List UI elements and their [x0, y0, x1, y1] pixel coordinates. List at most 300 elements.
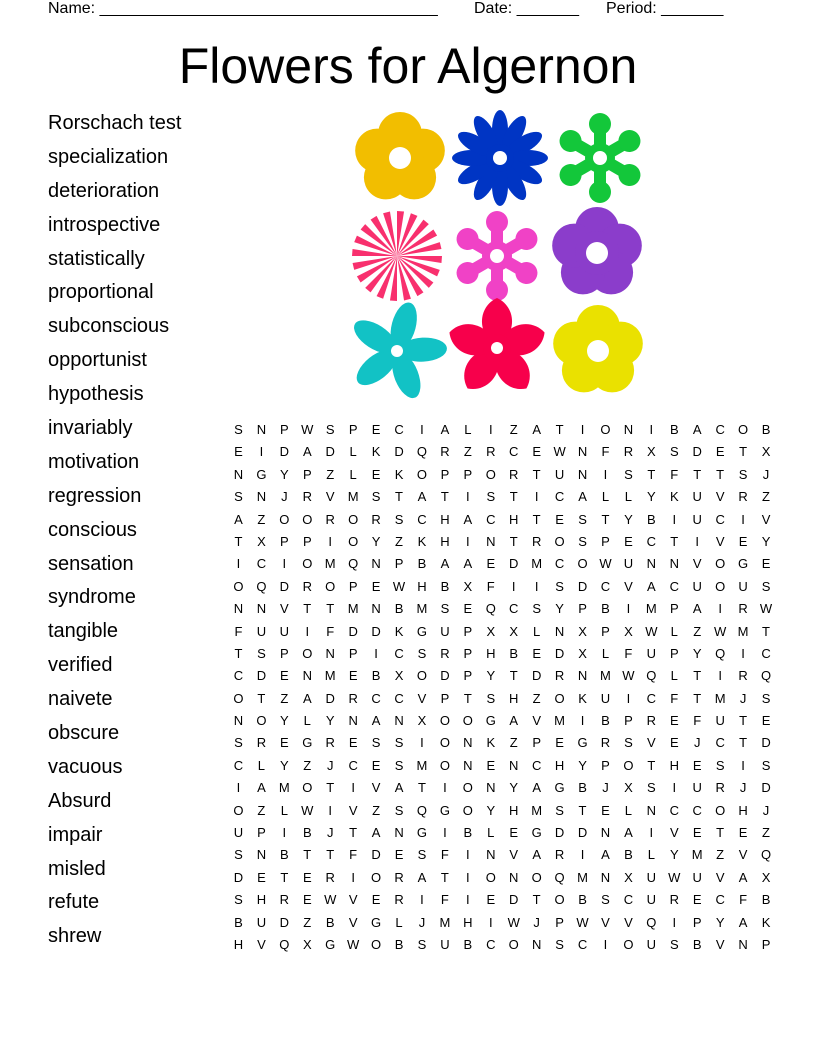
grid-letter[interactable]: M — [278, 780, 290, 796]
grid-letter[interactable]: M — [324, 668, 336, 684]
grid-letter[interactable]: Q — [646, 668, 657, 684]
grid-letter[interactable]: S — [532, 601, 541, 617]
grid-letter[interactable]: E — [761, 556, 771, 572]
grid-letter[interactable]: F — [440, 847, 449, 863]
grid-letter[interactable]: O — [623, 757, 634, 773]
grid-letter[interactable]: E — [302, 892, 312, 908]
grid-letter[interactable]: V — [647, 735, 656, 751]
grid-letter[interactable]: Q — [554, 869, 565, 885]
grid-letter[interactable]: Z — [257, 511, 266, 527]
grid-letter[interactable]: V — [280, 601, 289, 617]
grid-letter[interactable]: X — [257, 533, 266, 549]
grid-letter[interactable]: C — [394, 422, 404, 437]
grid-letter[interactable]: I — [603, 936, 608, 952]
grid-letter[interactable]: T — [303, 847, 312, 863]
grid-letter[interactable]: N — [600, 825, 611, 841]
grid-letter[interactable]: T — [440, 489, 449, 505]
grid-letter[interactable]: N — [325, 645, 335, 661]
grid-letter[interactable]: A — [647, 578, 656, 594]
grid-letter[interactable]: Y — [761, 533, 771, 549]
grid-letter[interactable]: X — [578, 645, 587, 661]
grid-letter[interactable]: C — [348, 757, 358, 773]
grid-letter[interactable]: B — [234, 914, 243, 930]
grid-letter[interactable]: I — [741, 757, 745, 773]
grid-letter[interactable]: N — [371, 556, 381, 572]
grid-letter[interactable]: A — [302, 690, 312, 706]
grid-letter[interactable]: V — [348, 914, 358, 930]
grid-letter[interactable]: M — [416, 601, 428, 617]
grid-letter[interactable]: G — [256, 466, 267, 482]
grid-letter[interactable]: P — [440, 690, 450, 706]
grid-letter[interactable]: L — [624, 802, 633, 818]
grid-letter[interactable]: L — [395, 914, 403, 930]
grid-letter[interactable]: F — [601, 444, 610, 460]
grid-letter[interactable]: T — [532, 892, 541, 908]
grid-letter[interactable]: J — [762, 466, 770, 482]
grid-letter[interactable]: Z — [463, 444, 472, 460]
grid-letter[interactable]: W — [301, 422, 314, 437]
grid-letter[interactable]: M — [691, 847, 703, 863]
grid-letter[interactable]: T — [647, 466, 656, 482]
grid-letter[interactable]: B — [578, 892, 587, 908]
grid-letter[interactable]: E — [692, 825, 702, 841]
grid-letter[interactable]: R — [325, 511, 335, 527]
grid-letter[interactable]: R — [394, 892, 404, 908]
grid-letter[interactable]: P — [601, 757, 610, 773]
grid-letter[interactable]: O — [715, 802, 726, 818]
grid-letter[interactable]: B — [647, 511, 656, 527]
grid-letter[interactable]: Z — [716, 847, 725, 863]
grid-letter[interactable]: E — [715, 444, 725, 460]
grid-letter[interactable]: B — [578, 780, 587, 796]
grid-letter[interactable]: T — [578, 802, 587, 818]
grid-letter[interactable]: S — [555, 578, 564, 594]
grid-letter[interactable]: Q — [416, 444, 428, 460]
grid-letter[interactable]: P — [669, 601, 679, 617]
grid-letter[interactable]: P — [578, 601, 587, 617]
grid-letter[interactable]: V — [669, 825, 679, 841]
grid-letter[interactable]: P — [624, 713, 633, 729]
grid-letter[interactable]: T — [234, 645, 243, 661]
grid-letter[interactable]: W — [622, 668, 635, 684]
grid-letter[interactable]: A — [257, 780, 266, 796]
grid-letter[interactable]: C — [531, 757, 542, 773]
grid-letter[interactable]: V — [738, 847, 748, 863]
grid-letter[interactable]: C — [371, 690, 381, 706]
grid-letter[interactable]: Y — [371, 533, 381, 549]
grid-letter[interactable]: N — [394, 713, 404, 729]
grid-letter[interactable]: E — [371, 466, 381, 482]
grid-letter[interactable]: P — [257, 825, 266, 841]
grid-letter[interactable]: M — [645, 601, 657, 617]
grid-letter[interactable]: E — [738, 533, 748, 549]
grid-letter[interactable]: Y — [647, 489, 656, 505]
grid-letter[interactable]: N — [371, 601, 381, 617]
grid-letter[interactable]: P — [348, 645, 358, 661]
grid-letter[interactable]: D — [256, 668, 267, 684]
grid-letter[interactable]: B — [601, 601, 610, 617]
grid-letter[interactable]: S — [578, 533, 587, 549]
grid-letter[interactable]: A — [578, 489, 587, 505]
grid-letter[interactable]: E — [509, 825, 519, 841]
grid-letter[interactable]: A — [371, 713, 381, 729]
grid-letter[interactable]: T — [647, 757, 656, 773]
grid-letter[interactable]: N — [577, 444, 588, 460]
grid-letter[interactable]: C — [394, 690, 404, 706]
grid-letter[interactable]: I — [695, 533, 700, 549]
grid-letter[interactable]: R — [325, 735, 335, 751]
grid-letter[interactable]: O — [485, 466, 496, 482]
grid-letter[interactable]: P — [348, 422, 358, 437]
grid-letter[interactable]: C — [692, 802, 702, 818]
grid-letter[interactable]: N — [486, 533, 496, 549]
grid-letter[interactable]: R — [440, 444, 450, 460]
grid-letter[interactable]: D — [577, 578, 588, 594]
grid-letter[interactable]: G — [554, 780, 565, 796]
grid-letter[interactable]: L — [647, 847, 655, 863]
grid-letter[interactable]: X — [302, 936, 312, 952]
grid-letter[interactable]: U — [738, 578, 748, 594]
grid-letter[interactable]: U — [233, 825, 244, 841]
grid-letter[interactable]: O — [233, 802, 244, 818]
grid-letter[interactable]: O — [302, 511, 313, 527]
grid-letter[interactable]: E — [692, 757, 702, 773]
grid-letter[interactable]: D — [279, 444, 290, 460]
grid-letter[interactable]: M — [347, 601, 359, 617]
grid-letter[interactable]: Z — [303, 757, 312, 773]
grid-letter[interactable]: T — [509, 533, 518, 549]
grid-letter[interactable]: L — [349, 466, 357, 482]
grid-letter[interactable]: R — [738, 601, 748, 617]
grid-letter[interactable]: Z — [532, 690, 541, 706]
grid-letter[interactable]: U — [692, 489, 702, 505]
grid-letter[interactable]: N — [302, 668, 312, 684]
grid-letter[interactable]: C — [715, 422, 725, 437]
grid-letter[interactable]: D — [279, 914, 290, 930]
grid-letter[interactable]: T — [326, 601, 335, 617]
grid-letter[interactable]: B — [463, 825, 473, 841]
grid-letter[interactable]: S — [234, 422, 243, 437]
grid-letter[interactable]: T — [693, 690, 702, 706]
grid-letter[interactable]: I — [236, 780, 241, 796]
grid-letter[interactable]: X — [761, 869, 771, 885]
grid-letter[interactable]: W — [714, 623, 727, 639]
grid-letter[interactable]: A — [417, 489, 427, 505]
grid-letter[interactable]: O — [531, 869, 542, 885]
grid-letter[interactable]: I — [511, 578, 516, 594]
grid-letter[interactable]: S — [669, 936, 679, 952]
grid-letter[interactable]: E — [761, 713, 771, 729]
grid-letter[interactable]: I — [466, 533, 470, 549]
grid-letter[interactable]: R — [646, 713, 657, 729]
grid-letter[interactable]: G — [416, 623, 428, 639]
grid-letter[interactable]: O — [738, 422, 749, 437]
grid-letter[interactable]: T — [693, 466, 702, 482]
grid-letter[interactable]: B — [761, 422, 771, 437]
grid-letter[interactable]: J — [326, 825, 334, 841]
grid-letter[interactable]: I — [626, 601, 631, 617]
grid-letter[interactable]: I — [603, 466, 608, 482]
grid-letter[interactable]: E — [486, 556, 496, 572]
grid-letter[interactable]: I — [580, 847, 585, 863]
grid-letter[interactable]: E — [601, 802, 610, 818]
grid-letter[interactable]: A — [738, 869, 748, 885]
grid-letter[interactable]: Q — [279, 936, 290, 952]
grid-letter[interactable]: A — [532, 422, 541, 437]
grid-letter[interactable]: K — [394, 466, 404, 482]
grid-letter[interactable]: I — [580, 422, 585, 437]
grid-letter[interactable]: F — [326, 623, 335, 639]
grid-letter[interactable]: C — [577, 936, 588, 952]
grid-letter[interactable]: J — [693, 735, 701, 751]
grid-letter[interactable]: I — [534, 578, 539, 594]
grid-letter[interactable]: X — [761, 444, 771, 460]
grid-letter[interactable]: D — [554, 825, 565, 841]
grid-letter[interactable]: W — [507, 914, 520, 930]
grid-letter[interactable]: I — [282, 825, 287, 841]
grid-letter[interactable]: I — [443, 825, 447, 841]
grid-letter[interactable]: V — [601, 914, 610, 930]
grid-letter[interactable]: Z — [509, 422, 518, 437]
grid-letter[interactable]: U — [692, 511, 702, 527]
grid-letter[interactable]: I — [305, 623, 310, 639]
grid-letter[interactable]: T — [280, 869, 289, 885]
grid-letter[interactable]: S — [394, 735, 404, 751]
grid-letter[interactable]: G — [371, 914, 382, 930]
grid-letter[interactable]: A — [440, 556, 450, 572]
grid-letter[interactable]: E — [532, 444, 541, 460]
grid-letter[interactable]: K — [669, 489, 679, 505]
grid-letter[interactable]: D — [348, 623, 358, 639]
grid-letter[interactable]: B — [761, 892, 771, 908]
grid-letter[interactable]: T — [739, 713, 748, 729]
grid-letter[interactable]: U — [692, 869, 702, 885]
grid-letter[interactable]: T — [234, 533, 243, 549]
grid-letter[interactable]: R — [302, 489, 312, 505]
grid-letter[interactable]: E — [371, 578, 381, 594]
grid-letter[interactable]: O — [371, 936, 382, 952]
grid-letter[interactable]: N — [463, 757, 473, 773]
grid-letter[interactable]: C — [715, 511, 725, 527]
grid-letter[interactable]: A — [601, 847, 610, 863]
grid-letter[interactable]: N — [509, 757, 519, 773]
grid-letter[interactable]: T — [395, 489, 403, 505]
grid-letter[interactable]: A — [394, 780, 404, 796]
grid-letter[interactable]: O — [623, 936, 634, 952]
grid-letter[interactable]: R — [325, 869, 335, 885]
grid-letter[interactable]: M — [439, 914, 451, 930]
grid-letter[interactable]: R — [348, 690, 358, 706]
grid-letter[interactable]: S — [761, 757, 771, 773]
grid-letter[interactable]: N — [738, 936, 748, 952]
grid-letter[interactable]: C — [394, 645, 404, 661]
grid-letter[interactable]: O — [439, 735, 450, 751]
grid-letter[interactable]: N — [554, 623, 565, 639]
grid-letter[interactable]: O — [302, 780, 313, 796]
grid-letter[interactable]: I — [649, 825, 654, 841]
grid-letter[interactable]: P — [280, 645, 289, 661]
grid-letter[interactable]: Q — [416, 802, 428, 818]
grid-letter[interactable]: E — [371, 422, 381, 437]
grid-letter[interactable]: N — [577, 466, 588, 482]
grid-letter[interactable]: S — [440, 601, 450, 617]
grid-letter[interactable]: T — [440, 869, 449, 885]
grid-letter[interactable]: Q — [256, 578, 267, 594]
grid-letter[interactable]: Z — [372, 802, 381, 818]
grid-letter[interactable]: I — [282, 556, 287, 572]
grid-letter[interactable]: P — [463, 668, 473, 684]
grid-letter[interactable]: J — [533, 914, 540, 930]
grid-letter[interactable]: N — [256, 422, 267, 437]
grid-letter[interactable]: T — [555, 422, 564, 437]
grid-letter[interactable]: S — [669, 444, 679, 460]
grid-letter[interactable]: X — [417, 713, 427, 729]
grid-letter[interactable]: S — [555, 936, 564, 952]
grid-letter[interactable]: I — [626, 690, 631, 706]
grid-letter[interactable]: E — [555, 735, 564, 751]
grid-letter[interactable]: O — [554, 892, 565, 908]
grid-letter[interactable]: D — [531, 668, 542, 684]
grid-letter[interactable]: K — [371, 444, 381, 460]
grid-letter[interactable]: S — [578, 511, 587, 527]
grid-letter[interactable]: A — [692, 422, 702, 437]
grid-letter[interactable]: R — [531, 533, 542, 549]
grid-letter[interactable]: I — [466, 869, 470, 885]
grid-letter[interactable]: R — [669, 892, 679, 908]
grid-letter[interactable]: L — [487, 825, 495, 841]
grid-letter[interactable]: N — [348, 713, 358, 729]
grid-letter[interactable]: S — [234, 892, 243, 908]
grid-letter[interactable]: C — [623, 892, 634, 908]
grid-letter[interactable]: F — [670, 466, 679, 482]
grid-letter[interactable]: P — [555, 914, 564, 930]
grid-letter[interactable]: B — [624, 847, 633, 863]
grid-letter[interactable]: E — [371, 757, 381, 773]
grid-letter[interactable]: E — [234, 444, 243, 460]
grid-letter[interactable]: O — [348, 533, 359, 549]
grid-letter[interactable]: L — [464, 422, 472, 437]
grid-letter[interactable]: G — [738, 556, 749, 572]
grid-letter[interactable]: I — [328, 802, 333, 818]
grid-letter[interactable]: H — [509, 802, 519, 818]
grid-letter[interactable]: I — [466, 847, 470, 863]
grid-letter[interactable]: H — [440, 511, 450, 527]
grid-letter[interactable]: W — [645, 623, 658, 639]
grid-letter[interactable]: A — [692, 601, 702, 617]
grid-letter[interactable]: I — [672, 780, 677, 796]
grid-letter[interactable]: E — [486, 757, 496, 773]
grid-letter[interactable]: M — [577, 869, 588, 885]
grid-letter[interactable]: I — [443, 780, 447, 796]
grid-letter[interactable]: Q — [646, 914, 657, 930]
grid-letter[interactable]: T — [463, 690, 472, 706]
grid-letter[interactable]: N — [623, 422, 634, 437]
grid-letter[interactable]: I — [420, 892, 424, 908]
grid-letter[interactable]: M — [347, 489, 359, 505]
grid-letter[interactable]: I — [466, 489, 470, 505]
grid-letter[interactable]: H — [669, 757, 679, 773]
grid-letter[interactable]: C — [761, 645, 771, 661]
grid-letter[interactable]: V — [532, 713, 541, 729]
grid-letter[interactable]: P — [601, 623, 610, 639]
grid-letter[interactable]: J — [326, 757, 334, 773]
grid-letter[interactable]: S — [417, 847, 427, 863]
grid-letter[interactable]: S — [234, 735, 243, 751]
grid-letter[interactable]: S — [601, 892, 610, 908]
grid-letter[interactable]: I — [328, 533, 333, 549]
grid-letter[interactable]: E — [738, 825, 748, 841]
grid-letter[interactable]: X — [624, 780, 633, 796]
grid-letter[interactable]: E — [532, 645, 541, 661]
grid-letter[interactable]: E — [669, 735, 679, 751]
grid-letter[interactable]: D — [554, 645, 565, 661]
grid-letter[interactable]: S — [325, 422, 335, 437]
grid-letter[interactable]: B — [417, 556, 427, 572]
grid-letter[interactable]: B — [325, 914, 335, 930]
grid-letter[interactable]: U — [692, 578, 702, 594]
grid-letter[interactable]: G — [531, 825, 542, 841]
grid-letter[interactable]: S — [371, 489, 381, 505]
grid-letter[interactable]: S — [417, 645, 427, 661]
grid-letter[interactable]: W — [576, 914, 589, 930]
grid-letter[interactable]: U — [256, 623, 267, 639]
grid-letter[interactable]: B — [669, 422, 679, 437]
grid-letter[interactable]: E — [280, 668, 289, 684]
grid-letter[interactable]: Z — [509, 735, 518, 751]
grid-letter[interactable]: A — [532, 780, 541, 796]
grid-letter[interactable]: O — [508, 936, 519, 952]
grid-letter[interactable]: C — [646, 533, 657, 549]
grid-letter[interactable]: C — [715, 735, 725, 751]
grid-letter[interactable]: W — [759, 601, 773, 617]
grid-letter[interactable]: P — [280, 422, 289, 437]
grid-letter[interactable]: V — [348, 892, 358, 908]
grid-letter[interactable]: V — [715, 489, 725, 505]
grid-letter[interactable]: X — [394, 668, 404, 684]
grid-letter[interactable]: C — [600, 578, 611, 594]
grid-letter[interactable]: D — [577, 825, 588, 841]
grid-letter[interactable]: W — [347, 936, 360, 952]
grid-letter[interactable]: O — [371, 869, 382, 885]
grid-letter[interactable]: O — [554, 533, 565, 549]
grid-letter[interactable]: N — [233, 713, 244, 729]
grid-letter[interactable]: U — [646, 645, 657, 661]
grid-letter[interactable]: C — [509, 601, 519, 617]
grid-letter[interactable]: I — [672, 914, 677, 930]
grid-letter[interactable]: T — [326, 780, 335, 796]
grid-letter[interactable]: M — [714, 690, 726, 706]
grid-letter[interactable]: Q — [485, 601, 496, 617]
grid-letter[interactable]: S — [647, 780, 656, 796]
grid-letter[interactable]: P — [463, 623, 473, 639]
grid-letter[interactable]: P — [669, 645, 679, 661]
grid-letter[interactable]: I — [236, 556, 241, 572]
grid-letter[interactable]: O — [462, 802, 473, 818]
grid-letter[interactable]: C — [233, 757, 244, 773]
grid-letter[interactable]: O — [600, 422, 611, 437]
grid-letter[interactable]: E — [486, 892, 496, 908]
grid-letter[interactable]: B — [371, 668, 381, 684]
grid-letter[interactable]: Y — [280, 466, 289, 482]
grid-letter[interactable]: I — [649, 422, 654, 437]
grid-letter[interactable]: Y — [509, 780, 519, 796]
grid-letter[interactable]: Z — [762, 489, 770, 505]
grid-letter[interactable]: J — [418, 914, 426, 930]
grid-letter[interactable]: P — [440, 466, 450, 482]
grid-letter[interactable]: G — [439, 802, 450, 818]
grid-letter[interactable]: A — [532, 847, 541, 863]
grid-letter[interactable]: G — [416, 825, 428, 841]
